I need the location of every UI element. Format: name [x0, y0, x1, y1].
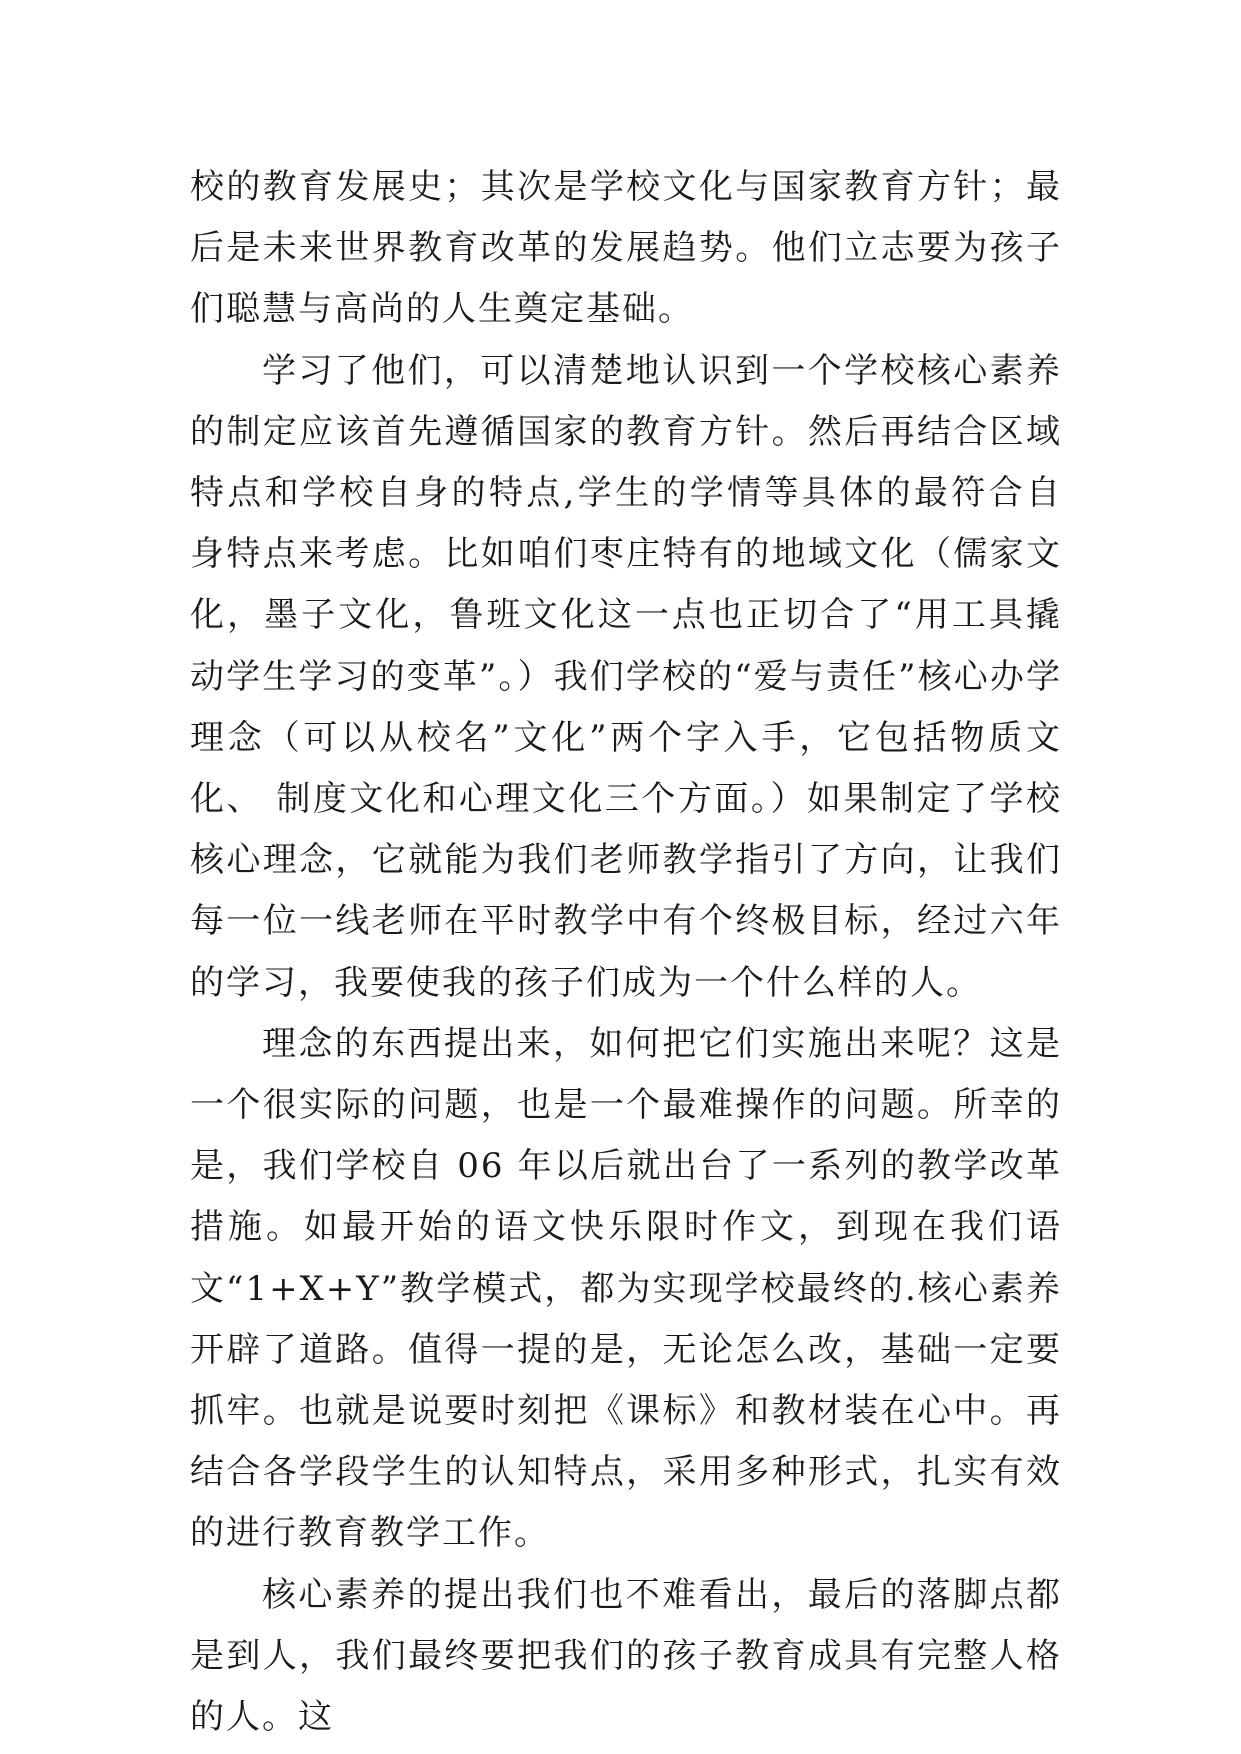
paragraph-3: 理念的东西提出来，如何把它们实施出来呢？这是一个很实际的问题，也是一个最难操作的问题。所幸的是，我们学校自 06 年以后就出台了一系列的教学改革措施。如最开始的语文快乐限时作文，到现在我们语文“1+X+Y”教学模式，都为实现学校最终的.核心素养开辟了道路。值得一提的是，无论怎么改，基础一定要抓牢。也就是说要时刻把《课标》和教材装在心中。再结合各学段学生的认知特点，采用多种形式，扎实有效的进行教育教学工作。: [190, 1023, 1062, 1554]
body-text: [190, 157, 1062, 1748]
paragraph-2: 学习了他们，可以清楚地认识到一个学校核心素养的制定应该首先遵循国家的教育方针。然后再结合区域特点和学校自身的特点,学生的学情等具体的最符合自身特点来考虑。比如咱们枣庄特有的地域文化（儒家文化，墨子文化，鲁班文化这一点也正切合了“用工具撬动学生学习的变革”。）我们学校的“爱与责任”核心办学理念（可以从校名”文化”两个字入手，它包括物质文化、 制度文化和心理文化三个方面。）如果制定了学校核心理念，它就能为我们老师教学指引了方向，让我们每一位一线老师在平时教学中有个终极目标，经过六年的学习，我要使我的孩子们成为一个什么样的人。: [190, 350, 1062, 1003]
paragraph-4: 核心素养的提出我们也不难看出，最后的落脚点都是到人，我们最终要把我们的孩子教育成具有完整人格的人。这: [190, 1574, 1062, 1738]
paragraph-1: 校的教育发展史；其次是学校文化与国家教育方针；最后是未来世界教育改革的发展趋势。他们立志要为孩子们聪慧与高尚的人生奠定基础。: [190, 167, 1062, 330]
